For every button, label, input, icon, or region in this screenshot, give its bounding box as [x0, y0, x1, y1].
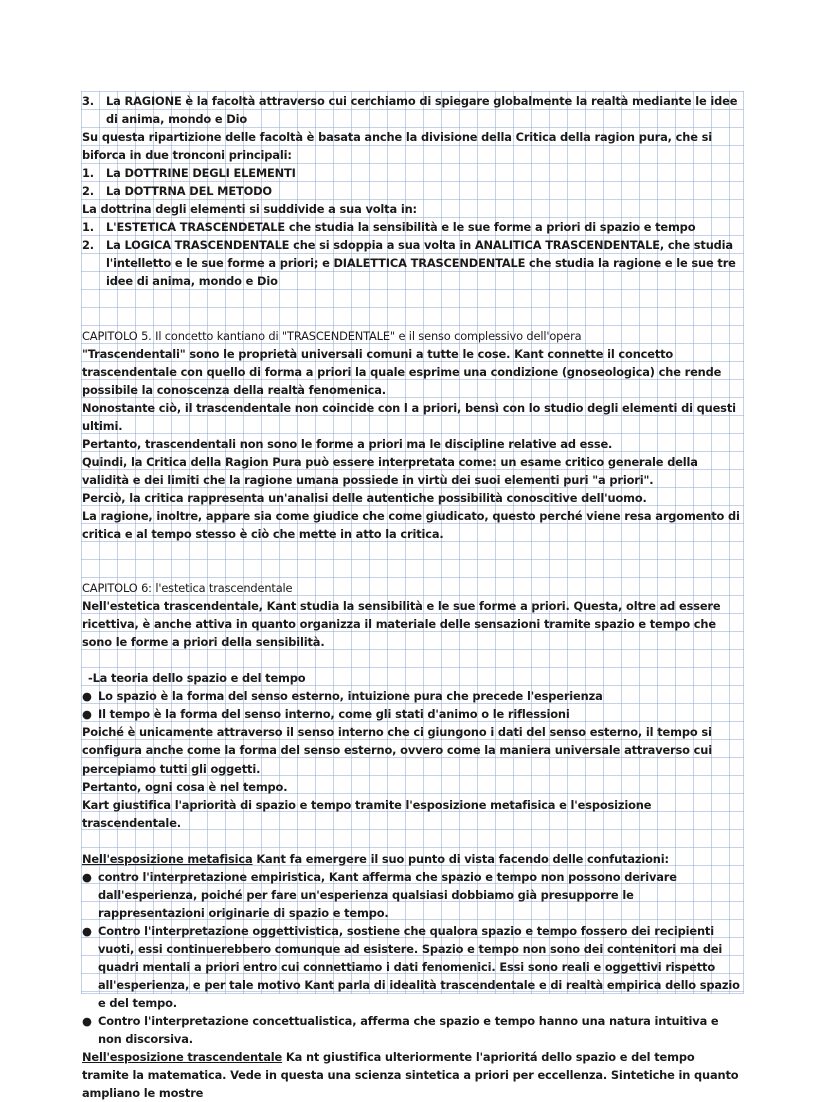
chapter-5-paragraph: "Trascendentali" sono le proprietà universali comuni a tutte le cose. Kant connette il concetto trascendentale con quello di forma a priori la quale esprime una condizione (gnoseologica) che rende possibile la conoscenza della realtà fenomenica. [82, 346, 722, 397]
list-item [82, 164, 744, 182]
transcendental-exposition-paragraph [82, 1048, 744, 1102]
chapter-5-paragraph: La ragione, inoltre, appare sia come giudice che come giudicato, questo perché viene resa argomento di critica e al tempo stesso è ciò che mette in atto la critica. [82, 508, 740, 542]
list-number: 2. [82, 184, 94, 199]
list-item [82, 92, 744, 128]
bullet-icon: ● [82, 869, 92, 884]
transcendental-exposition-label: Nell'esposizione trascendentale [82, 1050, 283, 1065]
bullet-icon: ● [82, 689, 92, 704]
list-number: 1. [82, 220, 94, 235]
notes-content [82, 92, 744, 1102]
chapter-5-paragraph: Pertanto, trascendentali non sono le forme a priori ma le discipline relative ad esse. [82, 436, 613, 451]
intro-paragraph: Su questa ripartizione delle facoltà è basata anche la divisione della Critica della ragion pura, che si biforca in due tronconi principali: [82, 130, 713, 163]
list-item [82, 687, 744, 705]
list-item [82, 922, 744, 1012]
chapter-6-paragraph: Pertanto, ogni cosa è nel tempo. [82, 779, 288, 794]
list-number: 1. [82, 166, 94, 181]
subdivision-paragraph: La dottrina degli elementi si suddivide a sua volta in: [82, 202, 417, 217]
list-item [82, 218, 744, 236]
chapter-5-title: CAPITOLO 5. Il concetto kantiano di "TRASCENDENTALE" e il senso complessivo dell'opera [82, 328, 582, 343]
list-text: Lo spazio è la forma del senso esterno, intuizione pura che precede l'esperienza [98, 689, 603, 704]
metaphysical-exposition-label: Nell'esposizione metafisica [82, 851, 253, 866]
metaphysical-exposition-text: Kant fa emergere il suo punto di vista facendo delle confutazioni: [252, 851, 669, 866]
chapter-5-paragraph: Perciò, la critica rappresenta un'analisi delle autentiche possibilità conoscitive dell'uomo. [82, 490, 647, 505]
list-text: La DOTTRNA DEL METODO [106, 184, 272, 199]
list-text: Il tempo è la forma del senso interno, come gli stati d'animo o le riflessioni [98, 707, 570, 722]
bullet-icon: ● [82, 923, 92, 938]
list-text: La RAGIONE è la facoltà attraverso cui cerchiamo di spiegare globalmente la realtà mediante le idee di anima, mondo e Dio [106, 94, 738, 127]
chapter-6-paragraph: Kart giustifica l'apriorità di spazio e tempo tramite l'esposizione metafisica e l'esposizione trascendentale. [82, 797, 652, 830]
bullet-icon: ● [82, 1014, 92, 1029]
list-item [82, 705, 744, 723]
chapter-5-paragraph: Nonostante ciò, il trascendentale non coincide con l a priori, bensì con lo studio degli elementi di questi ultimi. [82, 400, 736, 433]
list-text: L'ESTETICA TRASCENDETALE che studia la sensibilità e le sue forme a priori di spazio e tempo [106, 220, 696, 235]
bullet-icon: ● [82, 707, 92, 722]
list-text: Contro l'interpretazione concettualistica, afferma che spazio e tempo hanno una natura intuitiva e non discorsiva. [98, 1014, 719, 1047]
transcendental-exposition-text: Ka nt giustifica ulteriormente l'aprioritá dello spazio e del tempo tramite la matematica. Vede in questa una scienza sintetica a priori per eccellenza. Sintetiche in quanto ampliano le mostre [82, 1050, 739, 1101]
chapter-6-title: CAPITOLO 6: l'estetica trascendentale [82, 581, 293, 596]
list-text: La LOGICA TRASCENDENTALE che si sdoppia a sua volta in ANALITICA TRASCENDENTALE, che studia l'intelletto e le sue forme a priori; e DIALETTICA TRASCENDENTALE che studia la ragione e le sue tre idee di anima, mondo e Dio [106, 238, 736, 289]
list-item [82, 1012, 744, 1048]
chapter-6-subtitle: -La teoria dello spazio e del tempo [88, 671, 306, 686]
list-number: 3. [82, 94, 94, 108]
list-item [82, 236, 744, 290]
list-item [82, 182, 744, 200]
metaphysical-exposition-paragraph [82, 850, 744, 868]
chapter-6-intro: Nell'estetica trascendentale, Kant studia la sensibilità e le sue forme a priori. Questa, oltre ad essere ricettiva, è anche attiva in quanto organizza il materiale delle sensazioni tramite spazio e tempo che sono le forme a priori della sensibilità. [82, 599, 721, 650]
list-text: Contro l'interpretazione oggettivistica, sostiene che qualora spazio e tempo fossero dei recipienti vuoti, essi continuerebbero comunque ad esistere. Spazio e tempo non sono dei contenitori ma dei quadri mentali a priori entro cui connettiamo i dati fenomenici. Essi sono reali e oggettivi rispetto all'esperienza, e per tale motivo Kant parla di idealità trascendentale e di realtà empirica dello spazio e del tempo. [98, 923, 740, 1011]
list-number: 2. [82, 238, 94, 253]
chapter-5-paragraph: Quindi, la Critica della Ragion Pura può essere interpretata come: un esame critico generale della validità e dei limiti che la ragione umana possiede in virtù dei suoi elementi puri "a priori". [82, 454, 698, 487]
list-text: contro l'interpretazione empiristica, Kant afferma che spazio e tempo non possono derivare dall'esperienza, poiché per fare un'esperienza qualsiasi dobbiamo già presupporre le rappresentazioni originarie di spazio e tempo. [98, 869, 677, 920]
chapter-6-paragraph: Poiché è unicamente attraverso il senso interno che ci giungono i dati del senso esterno, il tempo si configura anche come la forma del senso esterno, ovvero come la maniera universale attraverso cui percepiamo tutti gli oggetti. [82, 725, 712, 776]
list-item [82, 868, 744, 922]
list-text: La DOTTRINE DEGLI ELEMENTI [106, 166, 296, 181]
